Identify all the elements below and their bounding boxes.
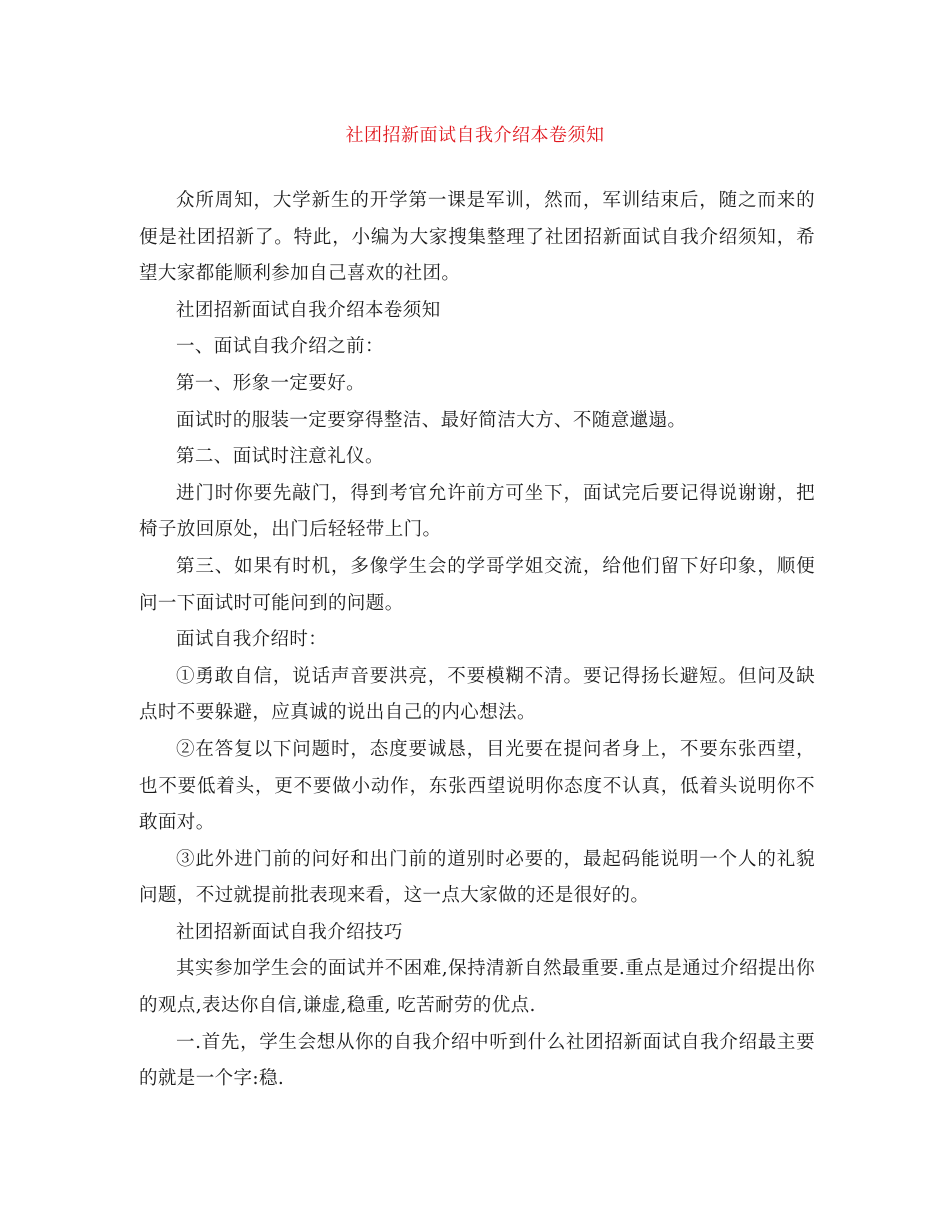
paragraph: ②在答复以下问题时，态度要诚恳，目光要在提问者身上，不要东张西望，也不要低着头，更不要做小动作，东张西望说明你态度不认真，低着头说明你不敢面对。 [139,738,815,834]
paragraph: ①勇敢自信，说话声音要洪亮，不要模糊不清。要记得扬长避短。但问及缺点时不要躲避，应真诚的说出自己的内心想法。 [139,665,815,724]
paragraph: 社团招新面试自我介绍本卷须知 [176,299,441,321]
paragraph: 一.首先，学生会想从你的自我介绍中听到什么社团招新面试自我介绍最主要的就是一个字:稳. [139,1031,815,1090]
paragraph: 第二、面试时注意礼仪。 [176,446,384,468]
paragraph: 第三、如果有时机，多像学生会的学哥学姐交流，给他们留下好印象，顺便问一下面试时可能问到的问题。 [139,555,815,614]
paragraph: 其实参加学生会的面试并不困难,保持清新自然最重要.重点是通过介绍提出你的观点,表达你自信,谦虚,稳重, 吃苦耐劳的优点. [139,958,815,1017]
paragraph: ③此外进门前的问好和出门前的道别时必要的，最起码能说明一个人的礼貌问题，不过就提前批表现来看，这一点大家做的还是很好的。 [139,848,815,907]
paragraph: 众所周知，大学新生的开学第一课是军训，然而，军训结束后，随之而来的便是社团招新了。特此，小编为大家搜集整理了社团招新面试自我介绍须知，希望大家都能顺利参加自己喜欢的社团。 [139,190,815,285]
paragraph: 社团招新面试自我介绍技巧 [176,921,403,943]
paragraph: 进门时你要先敲门，得到考官允许前方可坐下，面试完后要记得说谢谢，把椅子放回原处，出门后轻轻带上门。 [139,482,815,541]
paragraph: 面试时的服装一定要穿得整洁、最好简洁大方、不随意邋遢。 [176,409,687,431]
paragraph: 面试自我介绍时： [176,629,328,651]
paragraph: 一、面试自我介绍之前： [176,336,384,358]
paragraph: 第一、形象一定要好。 [176,372,366,394]
document-title: 社团招新面试自我介绍本卷须知 [345,125,605,146]
document-body [139,183,815,1098]
